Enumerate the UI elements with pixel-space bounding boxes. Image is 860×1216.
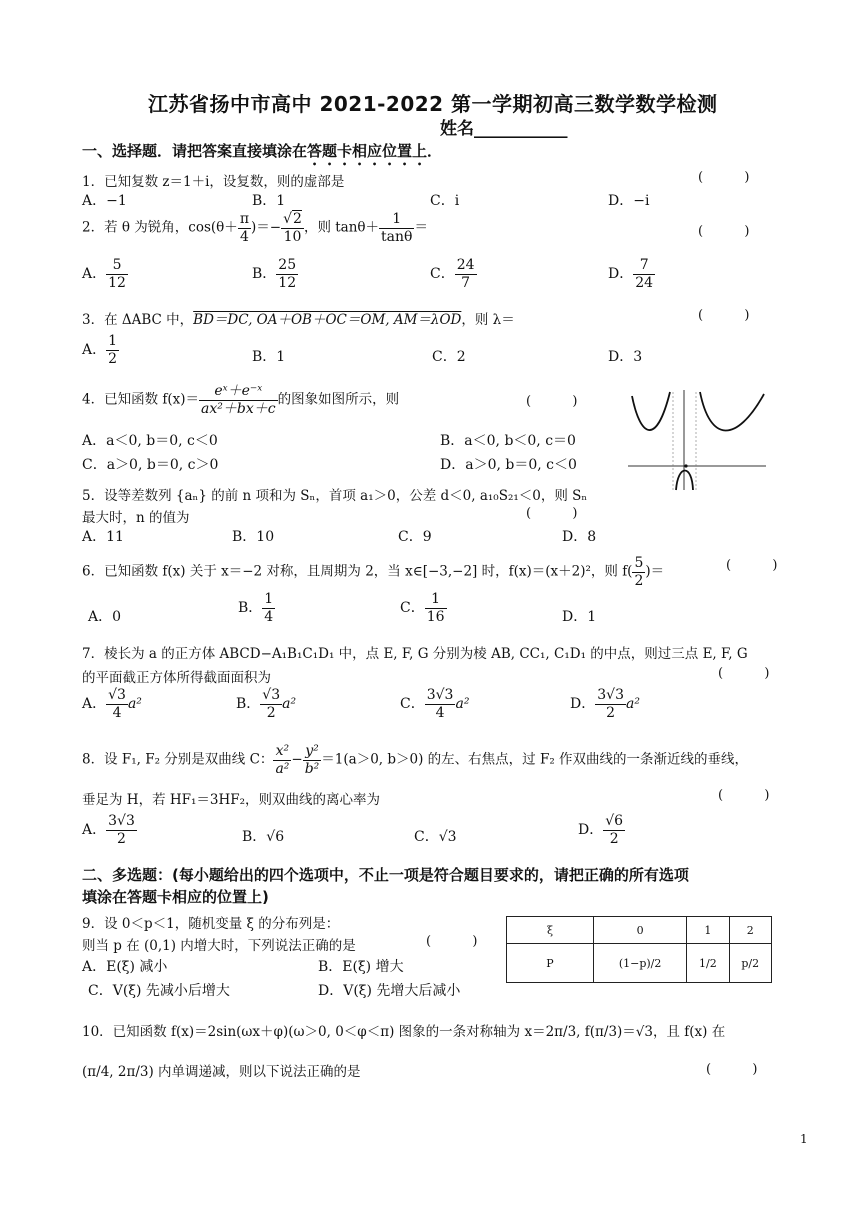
q2-option-d: D． $\frac{7}{24}$: [608, 257, 654, 291]
q3-option-b: B．1: [252, 349, 286, 365]
question-6-text: [82, 556, 664, 588]
q7-option-a: A． $\frac{√3}{4}$ a²: [82, 687, 142, 721]
q2-post: ，则 tanθ＋: [303, 219, 380, 236]
q8-option-d: D． $\frac{√6}{2}$: [578, 813, 624, 847]
answer-paren-3: ( ): [698, 308, 750, 323]
q5-option-d: D．8: [562, 529, 597, 545]
question-2-text: [82, 212, 428, 244]
answer-paren-4: ( ): [526, 394, 578, 409]
name-field: [440, 114, 568, 139]
page-title: 江苏省扬中市高中 2021-2022 第一学期初高三数学数学检测: [148, 92, 718, 116]
table-cell: 2: [729, 917, 771, 944]
q6-option-d: D．1: [562, 609, 597, 625]
q4-fraction: $\frac{\text{eˣ＋e⁻ˣ}}{\text{ax²＋bx＋c}}$: [201, 383, 276, 417]
q6-pre: 6．已知函数 f(x) 关于 x＝−2 对称，且周期为 2，当 x∈[−3,−2] 时，f(x)＝(x＋2)²，则 f(: [82, 563, 633, 580]
q9-distribution-table: [506, 916, 772, 983]
q5-option-a: A．11: [82, 529, 124, 545]
question-1-text: 1．已知复数 z＝1＋i，设复数，则的虚部是: [82, 174, 345, 190]
q4-pre: 4．已知函数 f(x)＝: [82, 391, 200, 408]
question-4-text: [82, 384, 399, 416]
answer-paren-6: ( ): [726, 558, 778, 573]
q1-option-b: B．1: [252, 193, 286, 209]
q3-pre: 3．在 ΔABC 中，: [82, 312, 194, 328]
section-one-heading: [82, 140, 442, 169]
q8-option-c: C．√3: [414, 829, 457, 845]
q9-option-d: D．V(ξ) 先增大后减小: [318, 983, 461, 999]
answer-paren-8: ( ): [718, 788, 770, 803]
graph-right-branch: [700, 392, 764, 431]
q2-option-b: B． $\frac{25}{12}$: [252, 257, 297, 291]
question-9-line2: 则当 p 在 (0,1) 内增大时，下列说法正确的是: [82, 938, 356, 954]
section-one-prefix: 一、选择题．请把答案直接填涂在: [82, 142, 308, 160]
q7-option-b: B． $\frac{√3}{2}$ a²: [236, 687, 297, 721]
question-8-text: [82, 744, 748, 776]
q5-option-b: B．10: [232, 529, 275, 545]
answer-paren-7: ( ): [718, 666, 770, 681]
q2-option-a: A． $\frac{5}{12}$: [82, 257, 126, 291]
q8-option-a: A． $\frac{3√3}{2}$: [82, 813, 135, 847]
question-5-line2: 最大时，n 的值为: [82, 510, 190, 526]
q4-option-b: B．a＜0, b＜0, c＝0: [440, 433, 576, 449]
q4-option-c: C．a＞0, b＝0, c＞0: [82, 457, 219, 473]
q3-option-d: D．3: [608, 349, 643, 365]
q2-eq: ＝: [414, 219, 428, 236]
answer-paren-5: ( ): [526, 506, 578, 521]
page-number: 1: [800, 1132, 808, 1146]
q7-option-d: D． $\frac{3√3}{2}$ a²: [570, 687, 640, 721]
q3-option-a: A． $\frac{1}{2}$: [82, 333, 118, 367]
q4-function-graph: [626, 386, 768, 492]
question-9-line1: 9．设 0＜p＜1，随机变量 ξ 的分布列是：: [82, 916, 340, 932]
table-cell: 0: [594, 917, 687, 944]
q4-post: 的图象如图所示，则: [277, 391, 400, 408]
table-cell: ξ: [507, 917, 594, 944]
answer-paren-1: ( ): [698, 170, 750, 185]
table-cell: p/2: [729, 944, 771, 983]
q2-mid: )＝−: [251, 219, 282, 236]
q9-option-a: A．E(ξ) 减小: [82, 959, 168, 975]
q9-option-c: C．V(ξ) 先减小后增大: [88, 983, 230, 999]
q1-option-a: A．−1: [82, 193, 127, 209]
q6-five-halves: $\frac{5}{2}$: [634, 555, 644, 589]
table-cell: P: [507, 944, 594, 983]
section-one-suffix: ．: [427, 142, 443, 160]
section-two-heading-line2: 填涂在答题卡相应的位置上): [82, 888, 269, 906]
q6-option-a: A．0: [88, 609, 122, 625]
q3-post: ，则 λ＝: [461, 312, 515, 328]
q8-minus: −: [291, 751, 303, 768]
q1-option-d: D．−i: [608, 193, 650, 209]
q6-option-b: B． $\frac{1}{4}$: [238, 591, 274, 625]
question-10-line2: (π/4, 2π/3) 内单调递减，则以下说法正确的是: [82, 1064, 361, 1080]
q8-x2-over-a2: $\frac{\text{x²}}{\text{a²}}$: [275, 743, 290, 777]
question-7-line1: 7．棱长为 a 的正方体 ABCD−A₁B₁C₁D₁ 中，点 E, F, G 分别为棱 AB, CC₁, C₁D₁ 的中点，则过三点 E, F, G: [82, 646, 748, 662]
graph-origin-dot: [684, 464, 687, 467]
q3-vectors: BD＝DC, OA＋OB＋OC＝OM, AM＝λOD: [193, 312, 462, 328]
q2-option-c: C． $\frac{24}{7}$: [430, 257, 475, 291]
q4-option-d: D．a＞0, b＝0, c＜0: [440, 457, 577, 473]
question-7-line2: 的平面截正方体所得截面面积为: [82, 670, 271, 686]
q8-y2-over-b2: $\frac{\text{y²}}{\text{b²}}$: [304, 743, 320, 777]
answer-paren-10: ( ): [706, 1062, 758, 1077]
q8-pre: 8．设 F₁, F₂ 分别是双曲线 C：: [82, 751, 274, 768]
q4-option-a: A．a＜0, b＝0, c＜0: [82, 433, 218, 449]
q7-option-c: C． $\frac{3√3}{4}$ a²: [400, 687, 470, 721]
q3-option-c: C．2: [432, 349, 466, 365]
name-blank: ___________: [474, 119, 568, 139]
q8-post: ＝1(a＞0, b＞0) 的左、右焦点，过 F₂ 作双曲线的一条渐近线的垂线，: [321, 751, 749, 768]
graph-left-branch: [632, 392, 670, 430]
table-cell: 1: [687, 917, 729, 944]
section-two-heading-line1: 二、多选题：(每小题给出的四个选项中，不止一项是符合题目要求的，请把正确的所有选项: [82, 866, 689, 884]
q2-pi-over-4: $\frac{\pi}{4}$: [239, 211, 250, 245]
question-3-text: [82, 308, 515, 328]
table-row: [507, 917, 772, 944]
answer-paren-9: ( ): [426, 934, 478, 949]
table-cell: 1/2: [687, 944, 729, 983]
q5-option-c: C．9: [398, 529, 432, 545]
q1-option-c: C．i: [430, 193, 460, 209]
q8-option-b: B．√6: [242, 829, 285, 845]
name-label: 姓名: [440, 119, 474, 139]
q9-option-b: B．E(ξ) 增大: [318, 959, 404, 975]
q2-one-over-tan: $\frac{1}{\tan\theta}$: [381, 211, 413, 245]
q6-option-c: C． $\frac{1}{16}$: [400, 591, 445, 625]
table-cell: (1−p)/2: [594, 944, 687, 983]
q2-pre: 2．若 θ 为锐角，cos(θ＋: [82, 219, 238, 236]
table-row: [507, 944, 772, 983]
section-one-emphasis: 答题卡相应位置上: [307, 142, 428, 160]
question-10-line1: 10．已知函数 f(x)＝2sin(ωx＋φ)(ω＞0, 0＜φ＜π) 图象的一条对称轴为 x＝2π/3, f(π/3)＝√3，且 f(x) 在: [82, 1024, 726, 1040]
q2-sqrt2-over-10: $\frac{√2}{10}$: [283, 211, 302, 245]
question-5-line1: 5．设等差数列 {aₙ} 的前 n 项和为 Sₙ，首项 a₁＞0，公差 d＜0, a₁₀S₂₁＜0，则 Sₙ: [82, 488, 588, 504]
answer-paren-2: ( ): [698, 224, 750, 239]
q6-post: )＝: [645, 563, 665, 580]
question-8-line2: 垂足为 H，若 HF₁＝3HF₂，则双曲线的离心率为: [82, 792, 381, 808]
